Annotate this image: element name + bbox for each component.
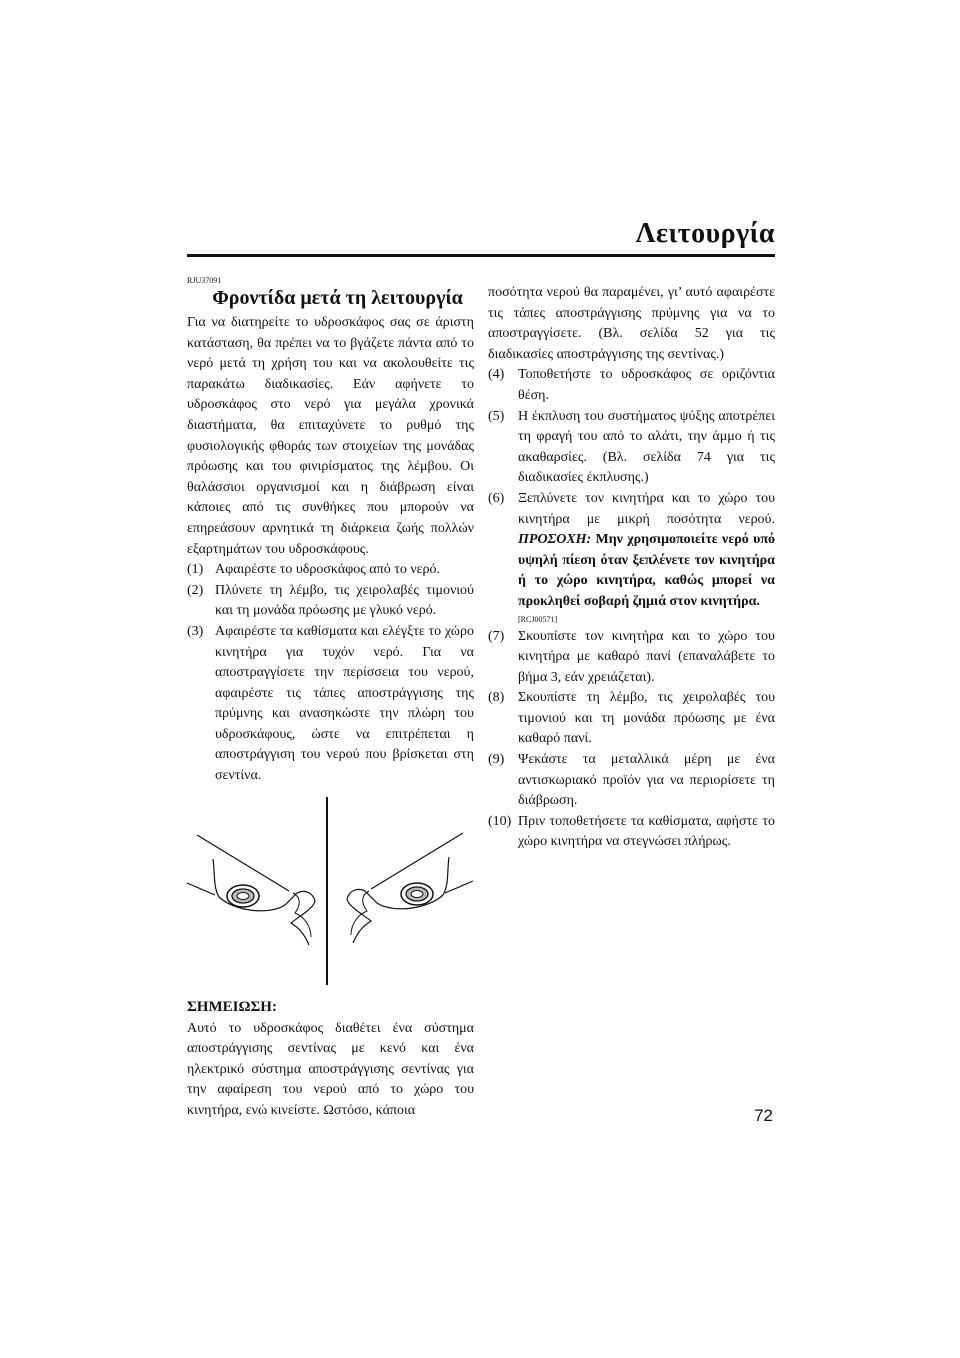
step-number: (5) [488,408,505,424]
step-item [488,407,775,489]
caution-ref-code: [RCJ00571] [518,614,558,624]
steps-list-left [187,560,474,787]
step-number: (7) [488,628,505,644]
step-number: (6) [488,490,505,506]
step-item [488,812,775,853]
step-item [488,365,775,406]
step-text: Σκουπίστε τον κινητήρα και το χώρο του κινητήρα με καθαρό πανί (επαναλάβετε το βήμα 3, εάν χρειάζεται). [518,628,775,685]
step-item [488,688,775,750]
step-item [187,581,474,622]
step-text [518,489,775,627]
step-number: (4) [488,367,505,383]
step-item [187,622,474,787]
step-number: (8) [488,690,505,706]
section-title: Φροντίδα μετά τη λειτουργία [212,287,463,309]
page-number: 72 [754,1106,773,1125]
step-item [488,489,775,627]
note-text: Αυτό το υδροσκάφος διαθέτει ένα σύστημα αποστράγγισης σεντίνας με κενό και ένα ηλεκτρικό σύστημα αποστράγγισης σεντίνας για την αφαίρεση του νερού από το χώρο του κινητήρα, ενώ κινείστε. Ωστόσο, κάποια [187,1020,474,1119]
page-header [187,218,775,258]
step-text: Τοποθετήστε το υδροσκάφος σε οριζόντια θέση. [518,367,775,403]
caution-label: ΠΡΟΣΟΧΗ: [518,532,592,548]
note-continuation: ποσότητα νερού θα παραμένει, γι’ αυτό αφαιρέστε τις τάπες αποστράγγισης πρύμνης για να το αποστραγγίσετε. (Βλ. σελίδα 52 για τις διαδικασίες αποστράγγισης της σεντίνας.) [488,285,775,362]
right-column [488,283,775,853]
step-number: (1) [187,562,204,578]
left-column [187,276,474,1122]
step-text: Αφαιρέστε το υδροσκάφος από το νερό. [215,562,441,578]
steps-list-right [488,365,775,853]
drain-plugs-illustration-icon [185,797,475,989]
step-text: Αφαιρέστε τα καθίσματα και ελέγξτε το χώρο κινητήρα για τυχόν νερό. Για να αποστραγγίσετε την περίσσεια του νερού, αφαιρέστε τις τάπες αποστράγγισης της πρύμνης και ανασηκώστε την πλώρη του υδροσκάφους, ώστε να επιτρέπεται η αποστράγγιση του νερού που βρίσκεται στη σεντίνα. [215,623,474,784]
page-title: Λειτουργία [635,218,775,249]
step-item [488,627,775,689]
section-ref-code: RJU37091 [187,276,222,285]
step-text: Ψεκάστε τα μεταλλικά μέρη με ένα αντισκωριακό προϊόν για να περιορίσετε τη διάβρωση. [518,752,775,809]
step-item [488,750,775,812]
step-item [187,560,474,581]
step-number: (10) [488,813,512,829]
step-text: Σκουπίστε τη λέμβο, τις χειρολαβές του τιμονιού και τη μονάδα πρόωσης με ένα καθαρό πανί. [518,690,775,747]
step-number: (3) [187,623,204,639]
step-text: Πλύνετε τη λέμβο, τις χειρολαβές τιμονιού και τη μονάδα πρόωσης με γλυκό νερό. [215,582,474,619]
drain-plugs-figure [185,797,475,989]
step-text: Πριν τοποθετήσετε τα καθίσματα, αφήστε το χώρο κινητήρα να στεγνώσει πλήρως. [518,813,775,850]
step-text: Η έκπλυση του συστήματος ψύξης αποτρέπει τη φραγή του από το αλάτι, την άμμο ή τις ακαθαρσίες. (Βλ. σελίδα 74 για τις διαδικασίες έκπλυσης.) [518,408,775,486]
step-plain-text: Ξεπλύνετε τον κινητήρα και το χώρο του κινητήρα με μικρή ποσότητα νερού. [518,490,775,527]
note-heading: ΣΗΜΕΙΩΣΗ: [187,998,277,1015]
step-number: (9) [488,752,505,768]
header-rule [187,254,775,257]
step-number: (2) [187,582,204,598]
caution-text: Μην χρησιμοποιείτε νερό υπό υψηλή πίεση όταν ξεπλένετε τον κινητήρα ή το χώρο κινητήρα, καθώς μπορεί να προκληθεί σοβαρή ζημιά στον κινητήρα. [518,532,776,609]
intro-paragraph: Για να διατηρείτε το υδροσκάφος σας σε άριστη κατάσταση, θα πρέπει να το βγάζετε πάντα από το νερό μετά τη χρήση του και να ακολουθείτε τις παρακάτω διαδικασίες. Εάν αφήνετε το υδροσκάφος στο νερό για μεγάλα χρονικά διαστήματα, θα επιταχύνετε το ρυθμό της φυσιολογικής φθοράς των στοιχείων της μονάδας πρόωσης και του φινιρίσματος της λέμβου. Οι θαλάσσιοι οργανισμοί και η διάβρωση είναι κάποιες από τις συνθήκες που μπορούν να επηρεάσουν αρνητικά τη διάρκεια ζωής πολλών εξαρτημάτων του υδροσκάφους. [187,315,474,557]
